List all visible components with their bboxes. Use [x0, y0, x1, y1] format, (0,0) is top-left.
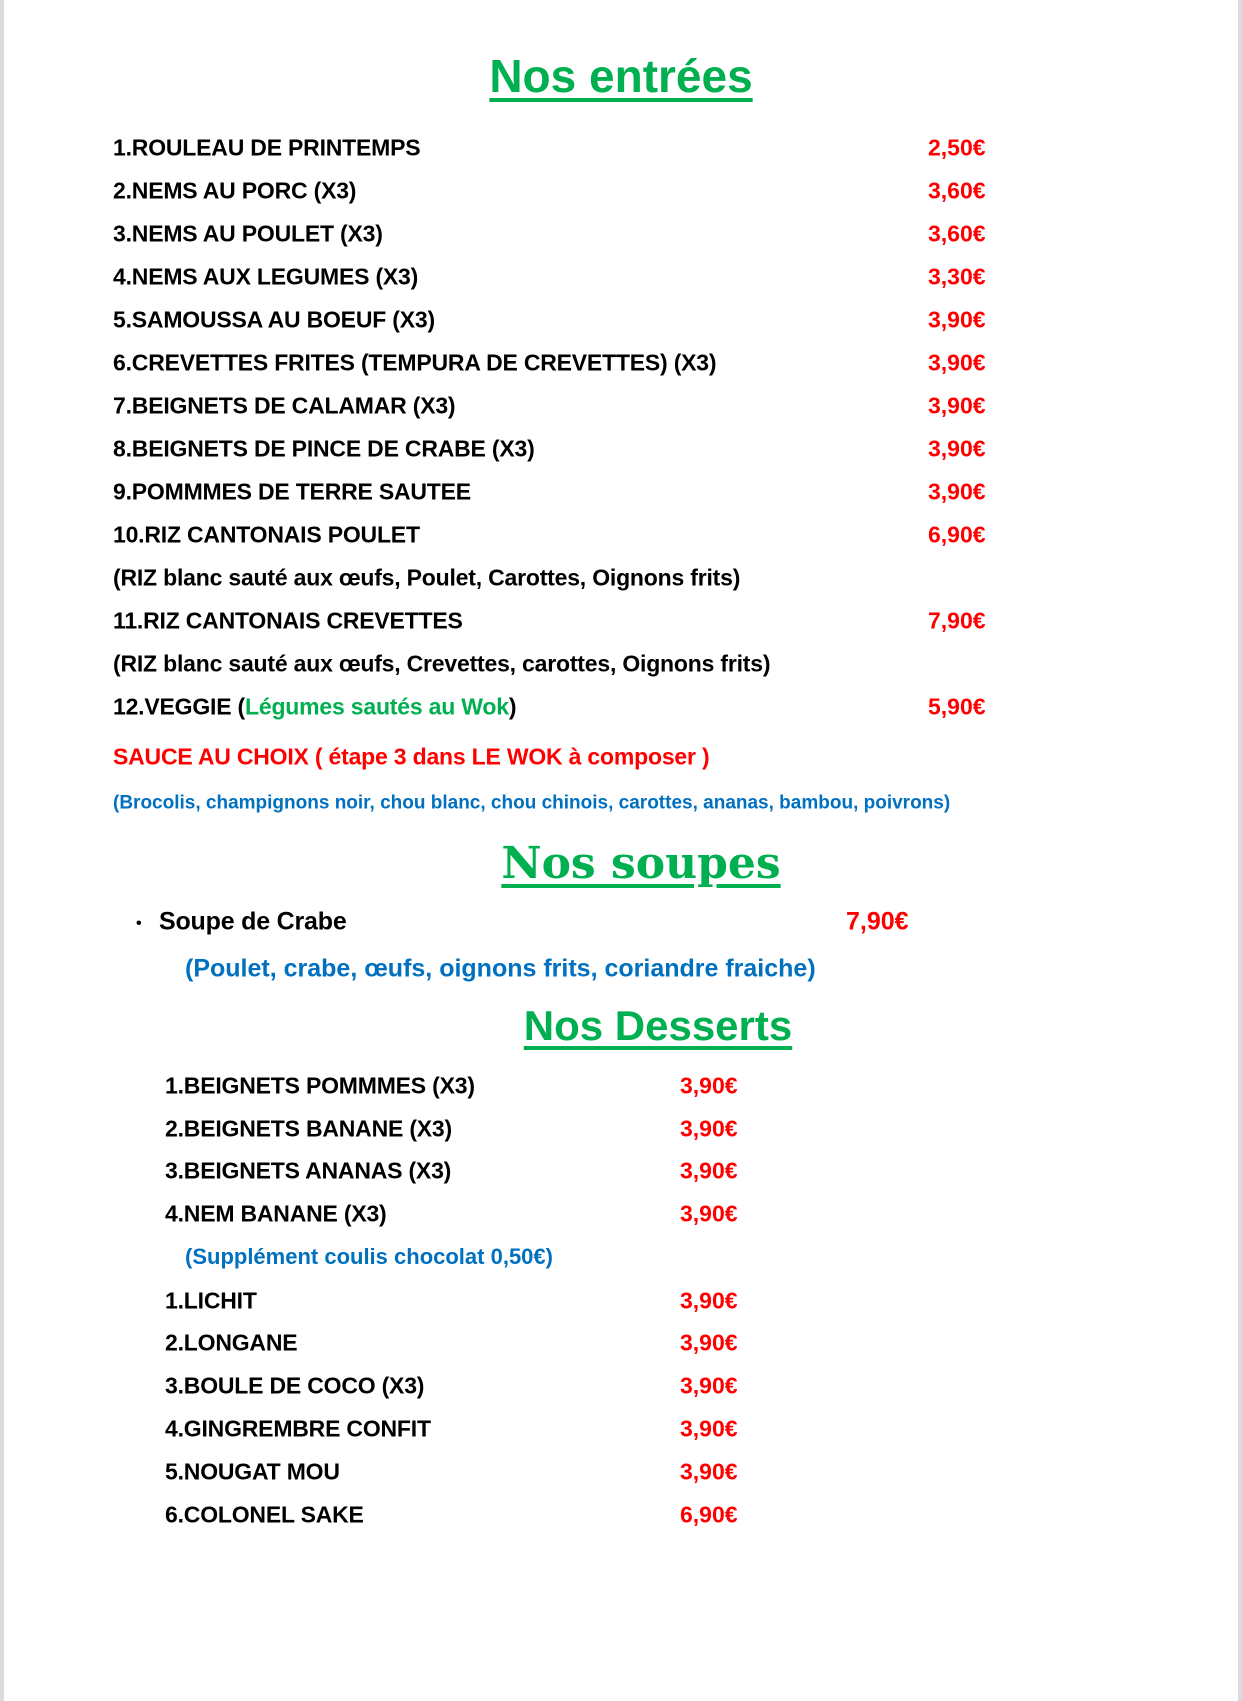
- menu-item-name: 5.NOUGAT MOU: [165, 1458, 340, 1485]
- menu-item-price: 6,90€: [928, 521, 986, 548]
- menu-item-price: 3,90€: [928, 392, 986, 419]
- menu-item-price: 3,30€: [928, 263, 986, 290]
- menu-item-name: 1.LICHIT: [165, 1287, 257, 1314]
- menu-item-name: 6.COLONEL SAKE: [165, 1501, 364, 1528]
- menu-item-name: 7.BEIGNETS DE CALAMAR (X3): [113, 392, 456, 419]
- menu-item-price: 6,90€: [680, 1501, 738, 1528]
- menu-item-price: 3,90€: [680, 1415, 738, 1442]
- menu-item-price: 3,90€: [928, 435, 986, 462]
- menu-item-price: 3,90€: [680, 1287, 738, 1314]
- menu-item-name: 9.POMMMES DE TERRE SAUTEE: [113, 478, 471, 505]
- menu-item-description: (Poulet, crabe, œufs, oignons frits, coriandre fraiche): [185, 954, 816, 983]
- section-title-desserts: Nos Desserts: [523, 1002, 793, 1049]
- menu-item-description: (RIZ blanc sauté aux œufs, Crevettes, carottes, Oignons frits): [113, 650, 771, 677]
- menu-item-name: 3.NEMS AU POULET (X3): [113, 220, 383, 247]
- menu-item-price: 3,90€: [680, 1372, 738, 1399]
- menu-item-name: 3.BEIGNETS ANANAS (X3): [165, 1157, 452, 1184]
- menu-item-price: 3,90€: [680, 1072, 738, 1099]
- menu-item-name: 12.VEGGIE (: [113, 693, 246, 720]
- menu-item-name: 2.LONGANE: [165, 1329, 298, 1356]
- menu-item-price: 7,90€: [928, 607, 986, 634]
- menu-item-name: 11.RIZ CANTONAIS CREVETTES: [113, 607, 463, 634]
- menu-item-name: 8.BEIGNETS DE PINCE DE CRABE (X3): [113, 435, 535, 462]
- menu-item-price: 3,90€: [928, 349, 986, 376]
- menu-item-name: 1.BEIGNETS POMMMES (X3): [165, 1072, 475, 1099]
- section-title-soupes: Nos soupes: [501, 838, 781, 889]
- menu-item-price: 3,60€: [928, 220, 986, 247]
- menu-item-name: 10.RIZ CANTONAIS POULET: [113, 521, 420, 548]
- menu-item-price: 3,90€: [928, 306, 986, 333]
- menu-item-price: 7,90€: [846, 907, 909, 936]
- menu-item-price: 3,90€: [680, 1200, 738, 1227]
- veggie-list-note: (Brocolis, champignons noir, chou blanc, chou chinois, carottes, ananas, bambou, poivrons): [113, 792, 951, 814]
- section-title-entrees: Nos entrées: [489, 50, 753, 102]
- menu-item-name: 1.ROULEAU DE PRINTEMPS: [113, 134, 421, 161]
- menu-item-price: 3,90€: [680, 1329, 738, 1356]
- menu-item-price: 3,90€: [680, 1115, 738, 1142]
- menu-item-name: 2.NEMS AU PORC (X3): [113, 177, 357, 204]
- menu-item-price: 3,90€: [680, 1157, 738, 1184]
- menu-item-description: (RIZ blanc sauté aux œufs, Poulet, Carottes, Oignons frits): [113, 564, 741, 591]
- menu-item-veggie: [113, 693, 517, 720]
- menu-item-name: 2.BEIGNETS BANANE (X3): [165, 1115, 452, 1142]
- menu-item-price: 3,90€: [928, 478, 986, 505]
- menu-item-name: 4.GINGREMBRE CONFIT: [165, 1415, 431, 1442]
- menu-item-price: 3,60€: [928, 177, 986, 204]
- menu-item-price: 3,90€: [680, 1458, 738, 1485]
- bullet-icon: •: [136, 915, 142, 932]
- menu-item-name: 4.NEM BANANE (X3): [165, 1200, 387, 1227]
- menu-item-subtitle: Légumes sautés au Wok: [245, 693, 509, 720]
- menu-item-name: 3.BOULE DE COCO (X3): [165, 1372, 425, 1399]
- menu-item-price: 2,50€: [928, 134, 986, 161]
- menu-item-paren: ): [508, 693, 517, 720]
- menu-item-name: Soupe de Crabe: [159, 907, 347, 936]
- sauce-note: SAUCE AU CHOIX ( étape 3 dans LE WOK à composer ): [113, 743, 710, 770]
- menu-item-name: 6.CREVETTES FRITES (TEMPURA DE CREVETTES) (X3): [113, 349, 717, 376]
- supplement-note: (Supplément coulis chocolat 0,50€): [185, 1244, 553, 1269]
- menu-item-price: 5,90€: [928, 693, 986, 720]
- menu-item-name: 5.SAMOUSSA AU BOEUF (X3): [113, 306, 435, 333]
- menu-item-name: 4.NEMS AUX LEGUMES (X3): [113, 263, 419, 290]
